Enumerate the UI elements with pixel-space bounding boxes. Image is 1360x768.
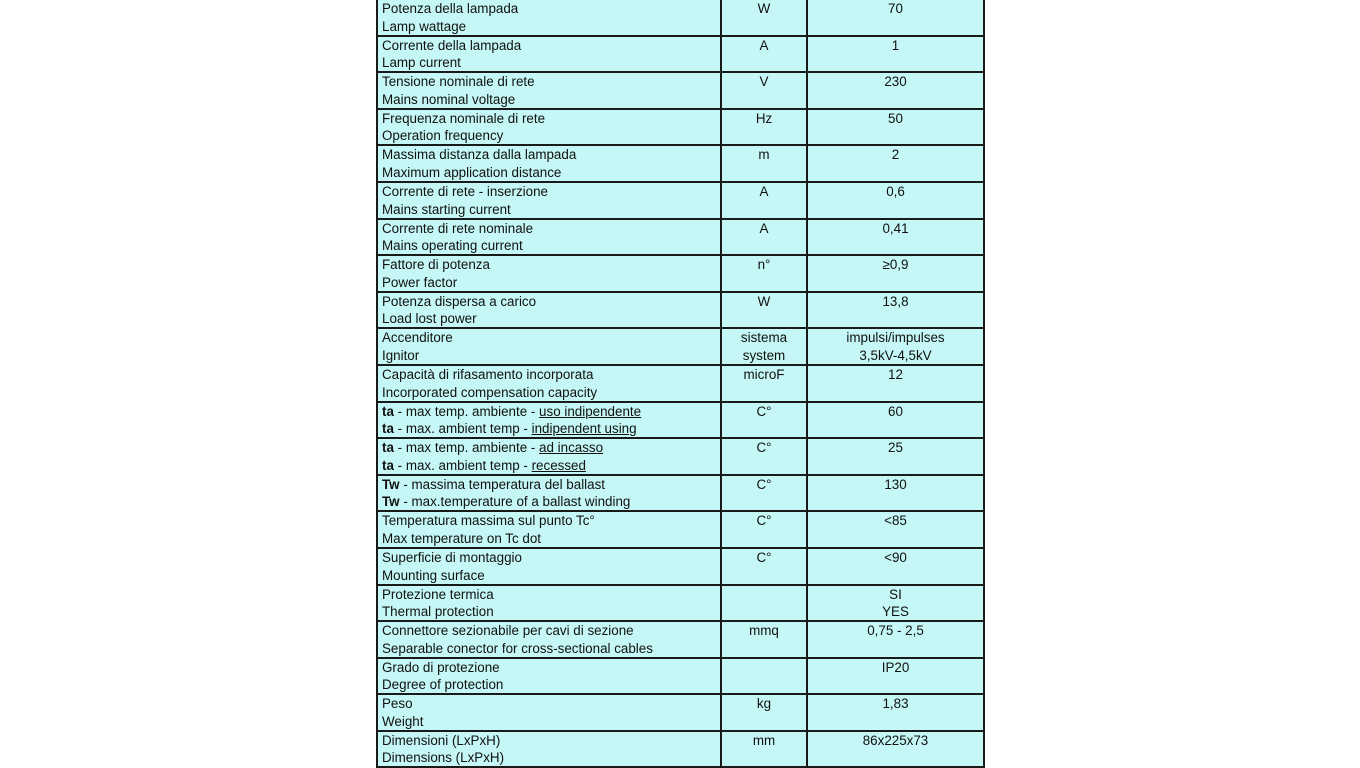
description-cell bbox=[378, 293, 722, 328]
table-row bbox=[378, 110, 983, 147]
unit-text bbox=[722, 530, 806, 547]
value-text bbox=[808, 127, 983, 144]
label-text: Degree of protection bbox=[382, 677, 504, 693]
label-text: - max temp. ambiente - bbox=[393, 440, 540, 456]
description-cell bbox=[378, 403, 722, 438]
unit-text bbox=[722, 659, 806, 677]
italian-label bbox=[382, 293, 720, 311]
english-label bbox=[382, 530, 720, 547]
value-text: 1,83 bbox=[882, 696, 909, 712]
english-label bbox=[382, 127, 720, 144]
english-label bbox=[382, 310, 720, 327]
label-prefix: Tw bbox=[382, 476, 400, 492]
description-cell bbox=[378, 220, 722, 255]
label-text: Power factor bbox=[382, 274, 458, 290]
italian-label bbox=[382, 256, 720, 274]
table-row bbox=[378, 329, 983, 366]
value-text bbox=[808, 237, 983, 254]
value-text: 3,5kV-4,5kV bbox=[859, 347, 932, 363]
table-row bbox=[378, 183, 983, 220]
label-text: Corrente di rete nominale bbox=[382, 220, 534, 236]
value-text: 1 bbox=[891, 37, 900, 53]
italian-label bbox=[382, 659, 720, 677]
unit-text bbox=[722, 54, 806, 71]
value-text bbox=[808, 749, 983, 766]
label-text: Peso bbox=[382, 696, 413, 712]
table-row bbox=[378, 512, 983, 549]
value-text bbox=[808, 493, 983, 510]
value-cell bbox=[808, 439, 983, 474]
value-cell bbox=[808, 37, 983, 72]
value-text bbox=[808, 420, 983, 437]
unit-text bbox=[722, 274, 806, 291]
value-cell bbox=[808, 622, 983, 657]
label-text: Grado di protezione bbox=[382, 659, 500, 675]
value-text: 25 bbox=[888, 440, 903, 456]
label-text: - max. ambient temp - bbox=[393, 421, 532, 437]
table-row bbox=[378, 439, 983, 476]
italian-label bbox=[382, 73, 720, 91]
value-text bbox=[808, 530, 983, 547]
value-text: 0,41 bbox=[882, 220, 909, 236]
unit-text: mmq bbox=[749, 623, 779, 639]
label-text: Frequenza nominale di rete bbox=[382, 110, 546, 126]
description-cell bbox=[378, 439, 722, 474]
unit-text bbox=[722, 493, 806, 510]
unit-cell bbox=[722, 659, 808, 694]
label-text: Lamp current bbox=[382, 55, 461, 71]
value-text: YES bbox=[882, 604, 909, 620]
unit-text bbox=[722, 567, 806, 584]
label-prefix: Tw bbox=[382, 494, 400, 510]
value-text: 86x225x73 bbox=[862, 732, 929, 748]
italian-label bbox=[382, 366, 720, 384]
italian-label bbox=[382, 0, 720, 18]
label-text: Tensione nominale di rete bbox=[382, 74, 535, 90]
value-text bbox=[808, 274, 983, 291]
table-row bbox=[378, 146, 983, 183]
english-label bbox=[382, 274, 720, 291]
italian-label bbox=[382, 329, 720, 347]
value-text: 230 bbox=[884, 74, 907, 90]
italian-label bbox=[382, 37, 720, 55]
unit-text bbox=[722, 384, 806, 401]
value-cell bbox=[808, 549, 983, 584]
english-label bbox=[382, 749, 720, 766]
label-text: - max temp. ambiente - bbox=[393, 403, 540, 419]
label-text: Capacità di rifasamento incorporata bbox=[382, 366, 594, 382]
description-cell bbox=[378, 0, 722, 35]
description-cell bbox=[378, 37, 722, 72]
value-cell bbox=[808, 476, 983, 511]
value-text bbox=[808, 713, 983, 730]
unit-text: C° bbox=[756, 440, 772, 456]
unit-cell bbox=[722, 220, 808, 255]
label-prefix: ta bbox=[382, 440, 394, 456]
unit-text: C° bbox=[756, 476, 772, 492]
unit-text: sistema bbox=[740, 330, 788, 346]
value-text: IP20 bbox=[881, 659, 910, 675]
unit-cell bbox=[722, 329, 808, 364]
value-cell bbox=[808, 329, 983, 364]
unit-text: W bbox=[757, 293, 771, 309]
unit-text bbox=[722, 713, 806, 730]
description-cell bbox=[378, 695, 722, 730]
label-underlined: recessed bbox=[531, 457, 586, 473]
value-text: 0,6 bbox=[886, 183, 905, 199]
unit-text: n° bbox=[757, 257, 771, 273]
unit-text: A bbox=[759, 183, 769, 199]
description-cell bbox=[378, 512, 722, 547]
unit-text: microF bbox=[743, 366, 785, 382]
unit-cell bbox=[722, 146, 808, 181]
english-label bbox=[382, 164, 720, 181]
value-cell bbox=[808, 146, 983, 181]
value-text bbox=[808, 676, 983, 693]
italian-label bbox=[382, 512, 720, 530]
value-text bbox=[808, 567, 983, 584]
unit-cell bbox=[722, 256, 808, 291]
english-label bbox=[382, 640, 720, 657]
unit-text: V bbox=[759, 74, 769, 90]
label-text: Incorporated compensation capacity bbox=[382, 384, 598, 400]
unit-text bbox=[722, 18, 806, 35]
description-cell bbox=[378, 549, 722, 584]
label-text: Temperatura massima sul punto Tc° bbox=[382, 513, 595, 529]
table-row bbox=[378, 732, 983, 768]
italian-label bbox=[382, 110, 720, 128]
label-text: Protezione termica bbox=[382, 586, 494, 602]
description-cell bbox=[378, 146, 722, 181]
unit-text: system bbox=[742, 347, 786, 363]
unit-text: W bbox=[757, 1, 771, 16]
unit-text: A bbox=[759, 37, 769, 53]
label-text: Max temperature on Tc dot bbox=[382, 530, 542, 546]
table-row bbox=[378, 476, 983, 513]
value-cell bbox=[808, 110, 983, 145]
value-text: 70 bbox=[888, 1, 903, 16]
unit-cell bbox=[722, 37, 808, 72]
unit-cell bbox=[722, 0, 808, 35]
label-text: Massima distanza dalla lampada bbox=[382, 147, 577, 163]
value-cell bbox=[808, 586, 983, 621]
unit-text bbox=[722, 603, 806, 620]
value-text: impulsi/impulses bbox=[846, 330, 945, 346]
label-text: Mains operating current bbox=[382, 238, 523, 254]
label-text: Separable conector for cross-sectional cables bbox=[382, 640, 653, 656]
label-text: Thermal protection bbox=[382, 604, 494, 620]
table-row bbox=[378, 403, 983, 440]
label-text: Dimensioni (LxPxH) bbox=[382, 732, 501, 748]
label-text: Dimensions (LxPxH) bbox=[382, 750, 505, 766]
value-text: 2 bbox=[891, 147, 900, 163]
value-text: 12 bbox=[888, 366, 903, 382]
description-cell bbox=[378, 732, 722, 767]
unit-text bbox=[722, 127, 806, 144]
description-cell bbox=[378, 622, 722, 657]
value-text bbox=[808, 457, 983, 474]
italian-label bbox=[382, 146, 720, 164]
unit-text bbox=[722, 457, 806, 474]
unit-text bbox=[722, 586, 806, 604]
label-text: Ignitor bbox=[382, 347, 420, 363]
english-label bbox=[382, 54, 720, 71]
english-label bbox=[382, 18, 720, 35]
english-label bbox=[382, 91, 720, 108]
unit-text: C° bbox=[756, 549, 772, 565]
unit-text: C° bbox=[756, 513, 772, 529]
label-text: Fattore di potenza bbox=[382, 257, 490, 273]
description-cell bbox=[378, 586, 722, 621]
unit-text: kg bbox=[756, 696, 772, 712]
unit-cell bbox=[722, 476, 808, 511]
value-text: <90 bbox=[884, 549, 907, 565]
value-text bbox=[808, 164, 983, 181]
value-cell bbox=[808, 220, 983, 255]
value-cell bbox=[808, 732, 983, 767]
table-row bbox=[378, 37, 983, 74]
english-label bbox=[382, 420, 720, 437]
value-text: 13,8 bbox=[882, 293, 909, 309]
label-prefix: ta bbox=[382, 421, 394, 437]
unit-cell bbox=[722, 549, 808, 584]
value-cell bbox=[808, 695, 983, 730]
value-cell bbox=[808, 0, 983, 35]
label-text: Load lost power bbox=[382, 311, 477, 327]
value-text bbox=[808, 640, 983, 657]
english-label bbox=[382, 713, 720, 730]
description-cell bbox=[378, 476, 722, 511]
table-row bbox=[378, 256, 983, 293]
table-row bbox=[378, 659, 983, 696]
value-cell bbox=[808, 183, 983, 218]
label-text: - massima temperatura del ballast bbox=[399, 476, 606, 492]
value-cell bbox=[808, 512, 983, 547]
label-prefix: ta bbox=[382, 403, 394, 419]
table-row bbox=[378, 293, 983, 330]
label-underlined: ad incasso bbox=[539, 440, 604, 456]
unit-cell bbox=[722, 110, 808, 145]
italian-label bbox=[382, 183, 720, 201]
description-cell bbox=[378, 366, 722, 401]
value-cell bbox=[808, 293, 983, 328]
value-text bbox=[808, 18, 983, 35]
table-row bbox=[378, 73, 983, 110]
label-text: - max. ambient temp - bbox=[393, 457, 532, 473]
value-cell bbox=[808, 256, 983, 291]
label-text: Corrente della lampada bbox=[382, 37, 522, 53]
italian-label bbox=[382, 476, 720, 494]
italian-label bbox=[382, 403, 720, 421]
description-cell bbox=[378, 659, 722, 694]
label-text: Mains starting current bbox=[382, 201, 511, 217]
unit-text: A bbox=[759, 220, 769, 236]
table-row bbox=[378, 366, 983, 403]
unit-cell bbox=[722, 439, 808, 474]
unit-cell bbox=[722, 732, 808, 767]
english-label bbox=[382, 603, 720, 620]
label-text: Mains nominal voltage bbox=[382, 91, 516, 107]
value-text: ≥0,9 bbox=[882, 257, 909, 273]
spec-table bbox=[376, 0, 985, 768]
value-text: SI bbox=[889, 586, 902, 602]
unit-text bbox=[722, 749, 806, 766]
label-text: Potenza della lampada bbox=[382, 1, 519, 16]
label-underlined: uso indipendente bbox=[539, 403, 642, 419]
label-prefix: ta bbox=[382, 457, 394, 473]
unit-cell bbox=[722, 586, 808, 621]
value-text: 50 bbox=[888, 110, 903, 126]
unit-text: mm bbox=[752, 732, 776, 748]
label-text: Corrente di rete - inserzione bbox=[382, 183, 548, 199]
unit-cell bbox=[722, 695, 808, 730]
unit-text: Hz bbox=[755, 110, 773, 126]
value-cell bbox=[808, 73, 983, 108]
english-label bbox=[382, 237, 720, 254]
description-cell bbox=[378, 110, 722, 145]
table-row bbox=[378, 586, 983, 623]
value-text: 60 bbox=[888, 403, 903, 419]
table-row bbox=[378, 220, 983, 257]
label-text: Connettore sezionabile per cavi di sezione bbox=[382, 623, 634, 639]
table-row bbox=[378, 549, 983, 586]
label-text: Weight bbox=[382, 713, 424, 729]
unit-text: m bbox=[758, 147, 770, 163]
description-cell bbox=[378, 329, 722, 364]
italian-label bbox=[382, 586, 720, 604]
value-text: <85 bbox=[884, 513, 907, 529]
label-text: Superficie di montaggio bbox=[382, 549, 522, 565]
table-row bbox=[378, 0, 983, 37]
unit-text bbox=[722, 237, 806, 254]
english-label bbox=[382, 567, 720, 584]
description-cell bbox=[378, 73, 722, 108]
unit-text bbox=[722, 640, 806, 657]
italian-label bbox=[382, 439, 720, 457]
label-underlined: indipendent using bbox=[531, 421, 637, 437]
italian-label bbox=[382, 549, 720, 567]
english-label bbox=[382, 384, 720, 401]
italian-label bbox=[382, 732, 720, 750]
value-text bbox=[808, 91, 983, 108]
label-text: Accenditore bbox=[382, 330, 453, 346]
unit-text bbox=[722, 676, 806, 693]
description-cell bbox=[378, 183, 722, 218]
description-cell bbox=[378, 256, 722, 291]
value-cell bbox=[808, 366, 983, 401]
label-text: Maximum application distance bbox=[382, 164, 562, 180]
unit-cell bbox=[722, 403, 808, 438]
label-text: Mounting surface bbox=[382, 567, 485, 583]
label-text: Potenza dispersa a carico bbox=[382, 293, 537, 309]
italian-label bbox=[382, 220, 720, 238]
unit-cell bbox=[722, 512, 808, 547]
value-text: 0,75 - 2,5 bbox=[867, 623, 924, 639]
label-text: Lamp wattage bbox=[382, 18, 467, 34]
value-cell bbox=[808, 659, 983, 694]
english-label bbox=[382, 347, 720, 364]
table-row bbox=[378, 695, 983, 732]
english-label bbox=[382, 676, 720, 693]
unit-cell bbox=[722, 183, 808, 218]
english-label bbox=[382, 457, 720, 474]
english-label bbox=[382, 493, 720, 510]
table-row bbox=[378, 622, 983, 659]
value-text bbox=[808, 310, 983, 327]
unit-cell bbox=[722, 366, 808, 401]
unit-cell bbox=[722, 293, 808, 328]
unit-text: C° bbox=[756, 403, 772, 419]
value-text: 130 bbox=[884, 476, 907, 492]
unit-cell bbox=[722, 622, 808, 657]
italian-label bbox=[382, 695, 720, 713]
value-text bbox=[808, 54, 983, 71]
english-label bbox=[382, 201, 720, 218]
unit-text bbox=[722, 420, 806, 437]
unit-cell bbox=[722, 73, 808, 108]
value-text bbox=[808, 201, 983, 218]
italian-label bbox=[382, 622, 720, 640]
unit-text bbox=[722, 164, 806, 181]
value-text bbox=[808, 384, 983, 401]
label-text: Operation frequency bbox=[382, 128, 504, 144]
value-cell bbox=[808, 403, 983, 438]
unit-text bbox=[722, 310, 806, 327]
unit-text bbox=[722, 201, 806, 218]
label-text: - max.temperature of a ballast winding bbox=[399, 494, 631, 510]
unit-text bbox=[722, 91, 806, 108]
